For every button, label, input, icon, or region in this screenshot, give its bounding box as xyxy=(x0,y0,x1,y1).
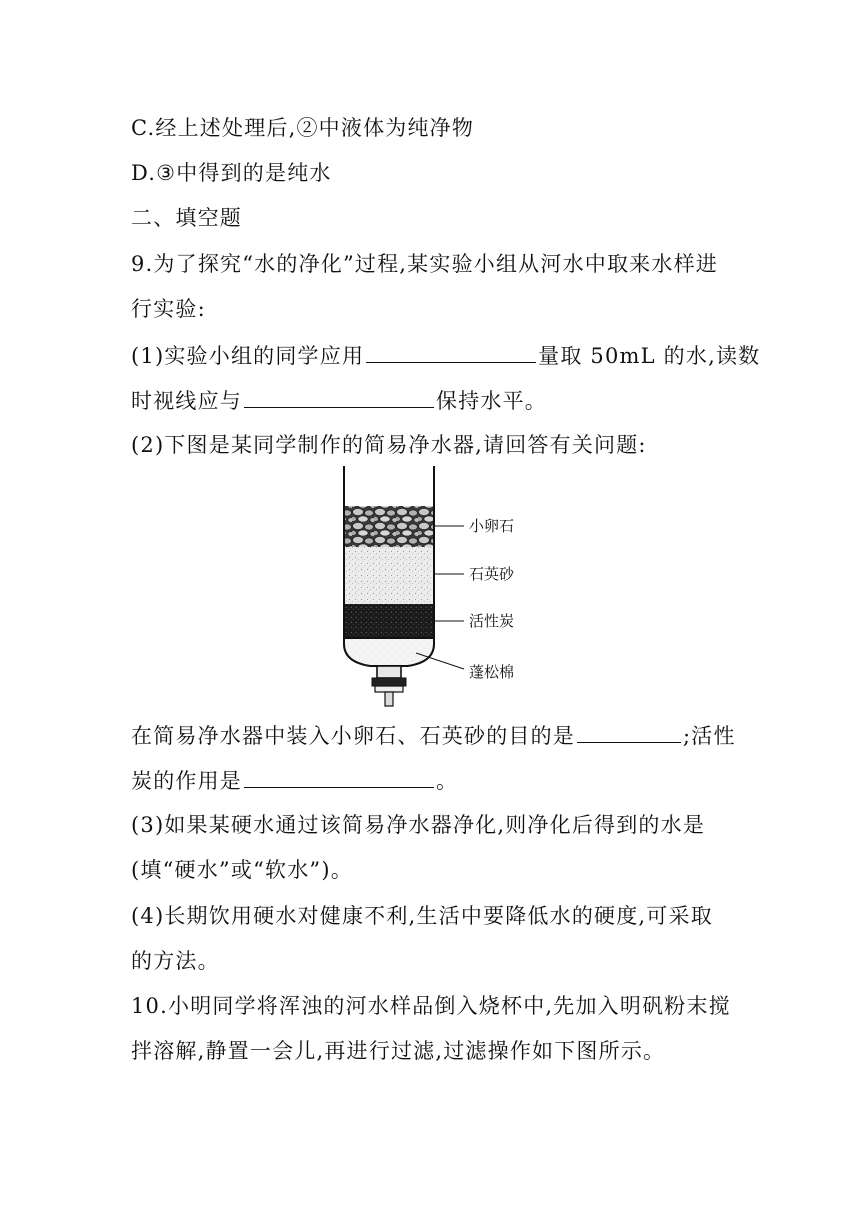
part-3-text: (3)如果某硬水通过该简易净水器净化,则净化后得到的水是 xyxy=(131,813,706,837)
label-cotton: 蓬松棉 xyxy=(469,663,515,681)
question-9-part-2-q xyxy=(131,720,736,750)
water-filter-diagram xyxy=(330,466,560,716)
answer-blank-2[interactable] xyxy=(244,385,434,408)
answer-blank-3[interactable] xyxy=(577,720,681,743)
question-9-part-3-cont xyxy=(131,855,353,885)
section-heading xyxy=(131,203,242,233)
question-9-part-2-q-cont xyxy=(131,765,458,795)
part-1-text-b: 量取 50mL 的水,读数 xyxy=(538,344,761,368)
option-d xyxy=(131,158,332,188)
part-2-q-text-a: 在简易净水器中装入小卵石、石英砂的目的是 xyxy=(131,724,575,748)
question-10-stem-cont-text: 拌溶解,静置一会儿,再进行过滤,过滤操作如下图所示。 xyxy=(131,1039,666,1063)
question-9-stem xyxy=(131,249,718,279)
option-c-text: C.经上述处理后,②中液体为纯净物 xyxy=(131,116,475,140)
label-sand: 石英砂 xyxy=(469,565,515,583)
part-1-cont-text-a: 时视线应与 xyxy=(131,389,242,413)
question-9-part-3 xyxy=(131,810,705,840)
answer-blank-4[interactable] xyxy=(244,765,434,788)
part-4-cont-text: 的方法。 xyxy=(131,949,220,973)
question-9-stem-cont-text: 行实验: xyxy=(131,297,206,321)
cotton-layer xyxy=(344,638,434,666)
question-10-stem-cont xyxy=(131,1036,665,1066)
part-2-q-text-b: ;活性 xyxy=(683,724,736,748)
question-9-stem-cont xyxy=(131,294,206,324)
part-2-q-cont-text-a: 炭的作用是 xyxy=(131,769,242,793)
question-10-stem-text: 10.小明同学将浑浊的河水样品倒入烧杯中,先加入明矾粉末搅 xyxy=(131,994,731,1018)
question-9-part-1 xyxy=(131,340,760,370)
outlet-tube xyxy=(385,692,393,706)
question-10-stem xyxy=(131,991,731,1021)
section-heading-text: 二、填空题 xyxy=(131,206,242,230)
part-3-cont-text: (填“硬水”或“软水”)。 xyxy=(131,858,353,882)
question-9-part-4-cont xyxy=(131,946,220,976)
question-9-part-4 xyxy=(131,901,713,931)
answer-blank-1[interactable] xyxy=(366,340,536,363)
question-9-part-2 xyxy=(131,430,647,460)
question-9-part-1-cont xyxy=(131,385,547,415)
sand-layer xyxy=(345,547,433,604)
part-2-text: (2)下图是某同学制作的简易净水器,请回答有关问题: xyxy=(131,433,647,457)
pebble-layer xyxy=(345,506,433,547)
water-filter-svg xyxy=(330,466,560,716)
question-9-stem-text: 9.为了探究“水的净化”过程,某实验小组从河水中取来水样进 xyxy=(131,252,718,276)
bottle-cap xyxy=(372,678,406,686)
carbon-layer xyxy=(345,604,433,638)
option-d-text: D.③中得到的是纯水 xyxy=(131,161,332,185)
part-4-text: (4)长期饮用硬水对健康不利,生活中要降低水的硬度,可采取 xyxy=(131,904,713,928)
part-1-text-a: (1)实验小组的同学应用 xyxy=(131,344,365,368)
part-1-cont-text-b: 保持水平。 xyxy=(436,389,547,413)
option-c xyxy=(131,113,474,143)
label-pebbles: 小卵石 xyxy=(469,517,515,535)
label-carbon: 活性炭 xyxy=(469,612,515,630)
part-2-q-cont-text-b: 。 xyxy=(436,769,459,793)
bottle-neck xyxy=(377,666,401,678)
